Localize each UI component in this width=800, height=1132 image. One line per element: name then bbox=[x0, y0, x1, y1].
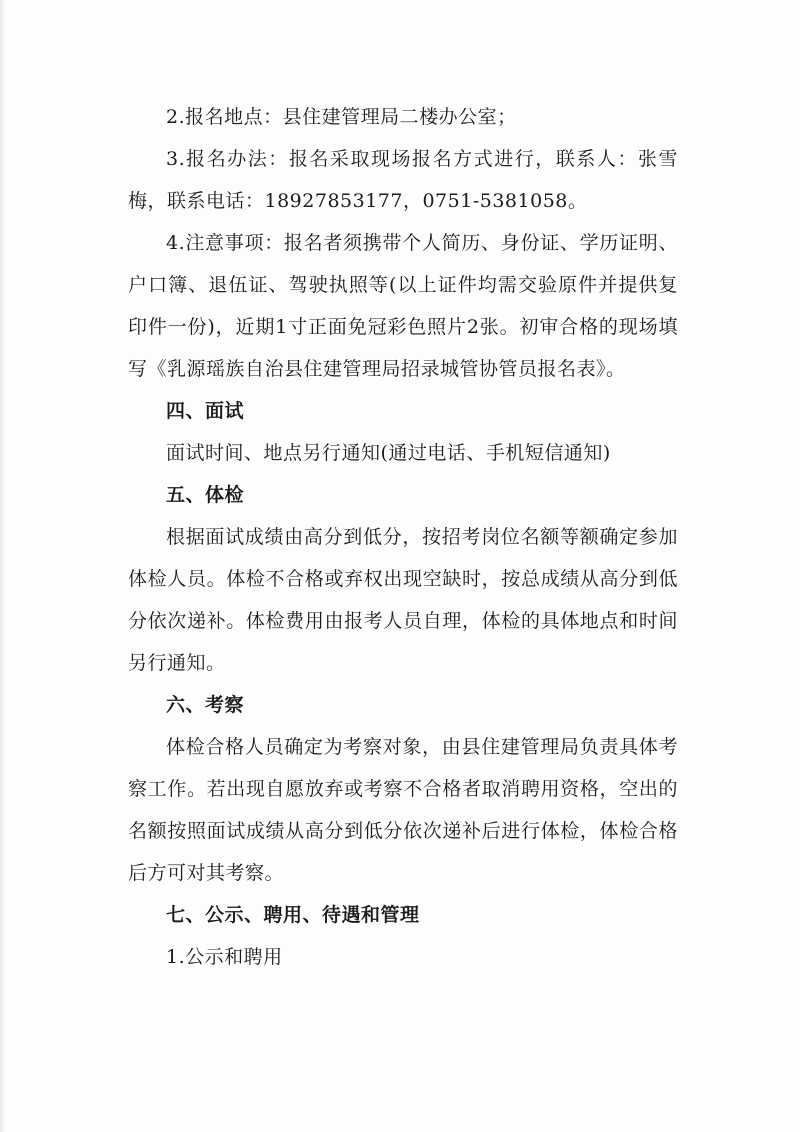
paragraph-registration-location: 2.报名地点：县住建管理局二楼办公室； bbox=[166, 106, 517, 128]
section-heading-publicity-hiring: 七、公示、聘用、待遇和管理 bbox=[166, 904, 420, 926]
document-body bbox=[128, 96, 678, 978]
paragraph-inspection: 体检合格人员确定为考察对象，由县住建管理局负责具体考察工作。若出现自愿放弃或考察不合格者取消聘用资格，空出的名额按照面试成绩从高分到低分依次递补后进行体检，体检合格后方可对其考察。 bbox=[128, 736, 678, 884]
paragraph-notes: 4.注意事项：报名者须携带个人简历、身份证、学历证明、户口簿、退伍证、驾驶执照等(以上证件均需交验原件并提供复印件一份)，近期1寸正面免冠彩色照片2张。初审合格的现场填写《乳源瑶族自治县住建管理局招录城管协管员报名表》。 bbox=[128, 232, 678, 380]
paragraph-interview: 面试时间、地点另行通知(通过电话、手机短信通知) bbox=[166, 442, 611, 464]
paragraph-registration-method: 3.报名办法：报名采取现场报名方式进行，联系人：张雪梅，联系电话：18927853177，0751-5381058。 bbox=[128, 148, 678, 212]
scan-edge-shadow bbox=[0, 0, 6, 1132]
section-heading-inspection: 六、考察 bbox=[166, 694, 245, 716]
paragraph-medical-exam: 根据面试成绩由高分到低分，按招考岗位名额等额确定参加体检人员。体检不合格或弃权出现空缺时，按总成绩从高分到低分依次递补。体检费用由报考人员自理，体检的具体地点和时间另行通知。 bbox=[128, 526, 678, 674]
section-heading-medical-exam: 五、体检 bbox=[166, 484, 245, 506]
section-heading-interview: 四、面试 bbox=[166, 400, 245, 422]
paragraph-publicity-hiring: 1.公示和聘用 bbox=[166, 946, 283, 968]
